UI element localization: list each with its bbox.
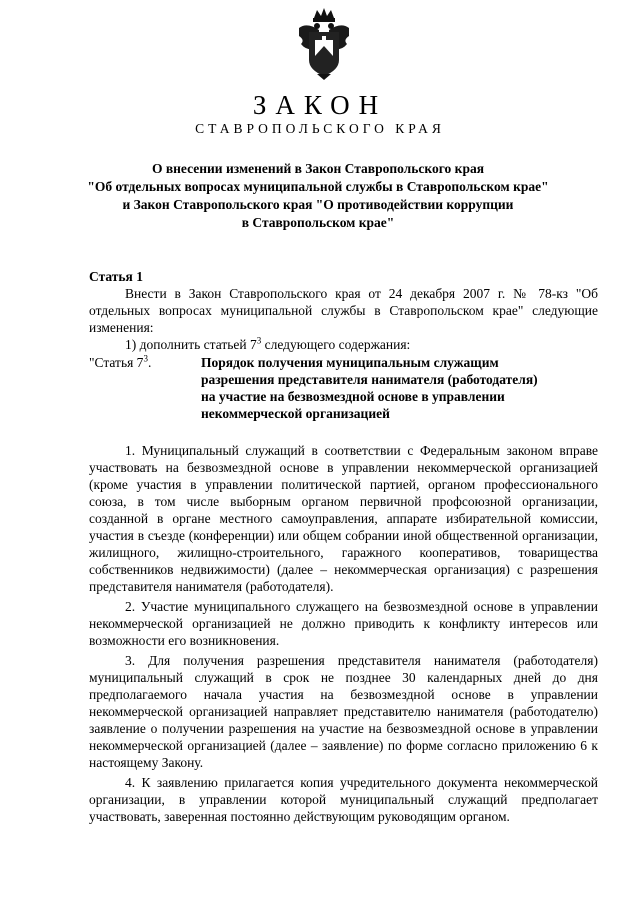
amendment-item <box>89 336 598 353</box>
new-article-number: "Статья $7^3$. <box>89 353 152 370</box>
item-text: 1) дополнить статьей 7 <box>125 337 257 352</box>
new-article-title <box>201 354 538 422</box>
paragraph: 3. Для получения разрешения представителя нанимателя (работодателя) муниципальный служащий в срок не позднее 30 календарных дней до дня предполагаемого начала участия на безвозмездной основе в управлении некоммерческой организацией направляет представителю нанимателя (работодателю) заявление о получении разрешения на участие на безвозмездной основе в управлении некоммерческой организацией (далее – заявление) по форме согласно приложению 6 к настоящему Закону. <box>89 653 598 770</box>
article-superscript: 3 <box>143 353 148 364</box>
coat-of-arms-icon <box>297 8 351 80</box>
new-article-heading <box>89 354 598 422</box>
heading-line: О внесении изменений в Закон Ставропольского края <box>151 161 484 176</box>
paragraph: 1. Муниципальный служащий в соответствии с Федеральным законом вправе участвовать на безвозмездной основе в управлении некоммерческой организацией (кроме участия в управлении политической партией, органом профессионального союза, в том числе выборным органом первичной профсоюзной организации, созданной в органе местного самоуправления, аппарате избирательной комиссии, участия в съезде (конференции) или общем собрании иной общественной организации, жилищного, жилищно-строительного, гаражного кооперативов, товарищества собственников недвижимости) (далее – некоммерческая организация) с разрешения представителя нанимателя (работодателя). <box>89 443 598 594</box>
heading-line: и Закон Ставропольского края "О противодействии коррупции <box>122 197 514 212</box>
paragraph: 4. К заявлению прилагается копия учредительного документа некоммерческой организации, в управлении которой муниципальный служащий предполагает участвовать, заверенная постоянно действующим руководящим органом. <box>89 775 598 824</box>
title-line: на участие на безвозмездной основе в управлении <box>201 389 505 404</box>
paragraph: 2. Участие муниципального служащего на безвозмездной основе в управлении некоммерческой организацией не должно приводить к конфликту интересов или возможности его возникновения. <box>89 599 598 648</box>
title-line: некоммерческой организацией <box>201 406 390 421</box>
item-superscript: 3 <box>256 335 262 346</box>
article-intro: Внести в Закон Ставропольского края от 24 декабря 2007 г. № 78-кз "Об отдельных вопросах муниципальной службы в Ставропольском крае" следующие изменения: <box>89 286 598 335</box>
law-title: ЗАКОН <box>252 90 388 120</box>
article-label: Статья 1 <box>89 269 143 284</box>
heading-line: в Ставропольском крае" <box>241 215 395 230</box>
item-text-suffix: следующего содержания: <box>261 337 411 352</box>
document-body <box>89 268 598 828</box>
title-line: Порядок получения муниципальным служащим <box>201 355 499 370</box>
heading-line: "Об отдельных вопросах муниципальной службы в Ставропольском крае" <box>87 179 549 194</box>
law-heading <box>78 160 558 232</box>
region-subtitle: СТАВРОПОЛЬСКОГО КРАЯ <box>195 121 445 136</box>
title-line: разрешения представителя нанимателя (работодателя) <box>201 372 538 387</box>
